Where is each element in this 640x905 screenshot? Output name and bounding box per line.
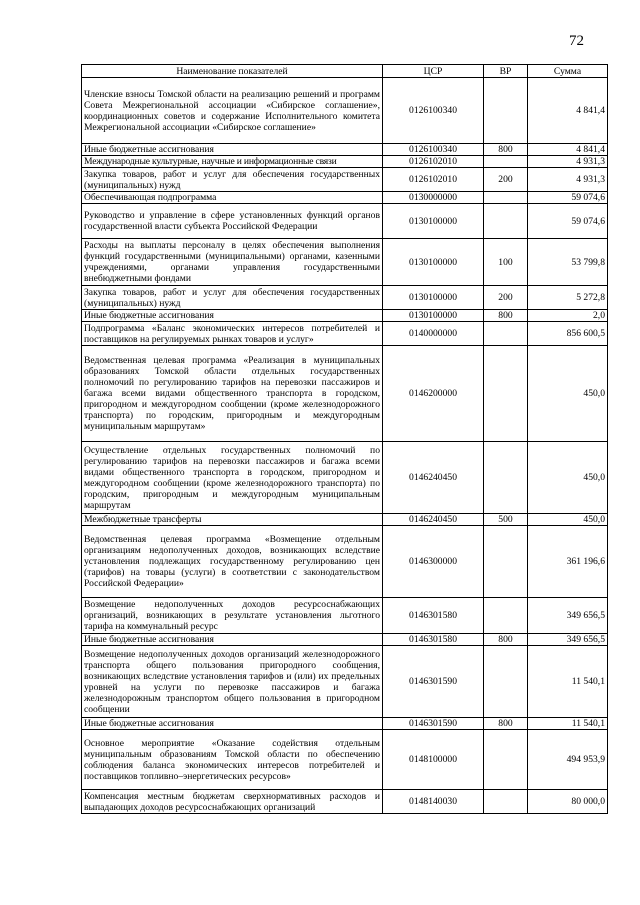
row-csr: 0146200000 [383,346,484,442]
header-name: Наименование показателей [82,65,383,78]
row-sum: 349 656,5 [528,634,608,646]
row-csr: 0146301590 [383,646,484,718]
row-name: Осуществление отдельных государственных полномочий по регулированию тарифов на перевозки пассажиров и багажа всеми видами общественного транспорта в городском, пригородном и междугородном сообщении (кроме железнодорожного транспорта) по городским, пригородным и междугородным муниципальным маршрутам [82,442,383,514]
table-row [82,156,608,168]
header-sum: Сумма [528,65,608,78]
row-name: Иные бюджетные ассигнования [82,144,383,156]
row-sum: 4 931,3 [528,156,608,168]
row-sum: 5 272,8 [528,286,608,310]
row-vr [484,442,528,514]
row-name: Иные бюджетные ассигнования [82,310,383,322]
table-row [82,192,608,204]
row-vr: 100 [484,239,528,286]
row-name: Расходы на выплаты персоналу в целях обеспечения выполнения функций государственными (муниципальными) органами, казенными учреждениями, органами управления государственными внебюджетными фондами [82,239,383,286]
row-vr [484,790,528,814]
row-csr: 0126100340 [383,78,484,144]
row-csr: 0130100000 [383,239,484,286]
row-csr: 0130100000 [383,204,484,239]
row-csr: 0148140030 [383,790,484,814]
row-csr: 0146301580 [383,598,484,634]
table-row [82,634,608,646]
row-csr: 0146240450 [383,442,484,514]
row-sum: 450,0 [528,514,608,526]
row-csr: 0126102010 [383,156,484,168]
row-vr: 500 [484,514,528,526]
table-row [82,442,608,514]
row-name: Международные культурные, научные и информационные связи [82,156,383,168]
row-vr [484,346,528,442]
row-vr: 200 [484,168,528,192]
table-row [82,346,608,442]
row-vr [484,646,528,718]
row-name: Межбюджетные трансферты [82,514,383,526]
row-name: Основное мероприятие «Оказание содействия отдельным муниципальным образованиям Томской области по обеспечению соблюдения баланса экономических интересов потребителей и поставщиков топливно–энергетических ресурсов» [82,730,383,790]
table-row [82,646,608,718]
row-vr [484,156,528,168]
row-vr [484,598,528,634]
row-name: Подпрограмма «Баланс экономических интересов потребителей и поставщиков на регулируемых рынках товаров и услуг» [82,322,383,346]
row-sum: 80 000,0 [528,790,608,814]
row-vr: 200 [484,286,528,310]
row-vr: 800 [484,718,528,730]
budget-table [81,64,608,814]
table-row [82,514,608,526]
row-sum: 53 799,8 [528,239,608,286]
row-name: Иные бюджетные ассигнования [82,634,383,646]
header-vr: ВР [484,65,528,78]
row-name: Возмещение недополученных доходов организаций железнодорожного транспорта общего пользования пригородного сообщения, возникающих вследствие установления тарифов и (или) их предельных уровней на услуги по перевозке пассажиров и багажа железнодорожным транспортом общего пользования в пригородном сообщении [82,646,383,718]
row-csr: 0126102010 [383,168,484,192]
row-name: Закупка товаров, работ и услуг для обеспечения государственных (муниципальных) нужд [82,168,383,192]
row-sum: 4 841,4 [528,78,608,144]
row-csr: 0146300000 [383,526,484,598]
row-name: Возмещение недополученных доходов ресурсоснабжающих организаций, возникающих в результате установления льготного тарифа на коммунальный ресурс [82,598,383,634]
row-sum: 4 841,4 [528,144,608,156]
row-sum: 11 540,1 [528,718,608,730]
table-row [82,598,608,634]
row-csr: 0130100000 [383,286,484,310]
row-sum: 349 656,5 [528,598,608,634]
row-name: Ведомственная целевая программа «Возмещение отдельным организациям недополученных доходов, возникающих вследствие установления подлежащих государственному регулированию цен (тарифов) на товары (услуги) в соответствии с законодательством Российской Федерации» [82,526,383,598]
row-sum: 361 196,6 [528,526,608,598]
table-row [82,239,608,286]
row-name: Закупка товаров, работ и услуг для обеспечения государственных (муниципальных) нужд [82,286,383,310]
row-sum: 2,0 [528,310,608,322]
row-vr [484,322,528,346]
row-vr: 800 [484,144,528,156]
row-sum: 59 074,6 [528,192,608,204]
row-vr [484,78,528,144]
row-sum: 450,0 [528,346,608,442]
row-csr: 0146240450 [383,514,484,526]
table-row [82,526,608,598]
row-csr: 0140000000 [383,322,484,346]
row-csr: 0146301590 [383,718,484,730]
row-name: Руководство и управление в сфере установленных функций органов государственной власти субъекта Российской Федерации [82,204,383,239]
table-row [82,310,608,322]
table-row [82,790,608,814]
table-row [82,286,608,310]
row-vr [484,526,528,598]
table-row [82,144,608,156]
table-row [82,168,608,192]
row-name: Иные бюджетные ассигнования [82,718,383,730]
row-sum: 450,0 [528,442,608,514]
table-row [82,78,608,144]
row-vr [484,192,528,204]
row-vr [484,204,528,239]
row-vr [484,730,528,790]
row-name: Компенсация местным бюджетам сверхнормативных расходов и выпадающих доходов ресурсоснабжающих организаций [82,790,383,814]
table-row [82,322,608,346]
table-row [82,204,608,239]
page-number: 72 [569,33,584,49]
row-sum: 494 953,9 [528,730,608,790]
row-sum: 11 540,1 [528,646,608,718]
row-csr: 0146301580 [383,634,484,646]
row-csr: 0130000000 [383,192,484,204]
table-row [82,718,608,730]
row-csr: 0126100340 [383,144,484,156]
table-row [82,730,608,790]
row-sum: 59 074,6 [528,204,608,239]
row-csr: 0148100000 [383,730,484,790]
table-header-row [82,65,608,78]
row-vr: 800 [484,310,528,322]
header-csr: ЦСР [383,65,484,78]
row-sum: 856 600,5 [528,322,608,346]
row-vr: 800 [484,634,528,646]
row-sum: 4 931,3 [528,168,608,192]
row-name: Ведомственная целевая программа «Реализация в муниципальных образованиях Томской области отдельных государственных полномочий по регулированию тарифов на перевозки пассажиров и багажа всеми видами общественного транспорта в городском, пригородном и междугородном сообщении (кроме железнодорожного транспорта) по городским, пригородным и междугородным муниципальным маршрутам» [82,346,383,442]
row-csr: 0130100000 [383,310,484,322]
row-name: Обеспечивающая подпрограмма [82,192,383,204]
row-name: Членские взносы Томской области на реализацию решений и программ Совета Межрегиональной ассоциации «Сибирское соглашение», координационных советов и содержание Исполнительного комитета Межрегиональной ассоциации «Сибирское соглашение» [82,78,383,144]
